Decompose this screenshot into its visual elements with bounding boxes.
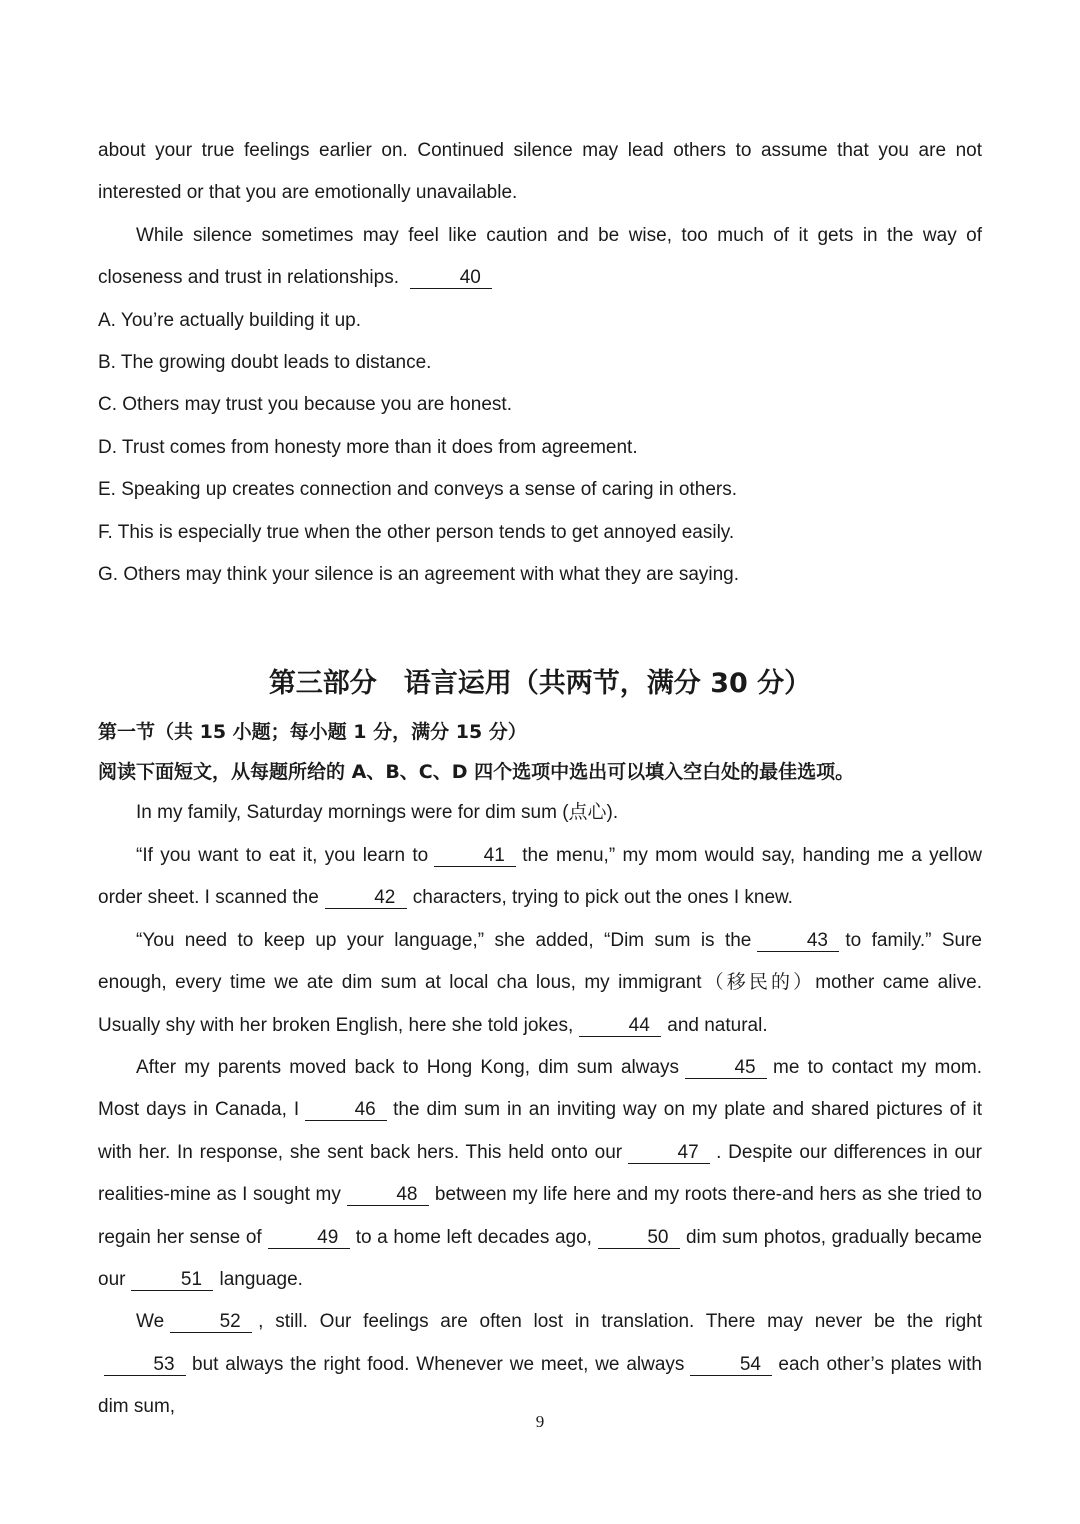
- passage-text: characters, trying to pick out the ones I knew.: [412, 887, 793, 909]
- passage-paragraph-2: [98, 835, 982, 920]
- intro-paragraph-2: [98, 215, 982, 300]
- passage-text: the menu,” my mom would say, handing me a yellow order sheet. I scanned the: [98, 844, 982, 909]
- passage-text: “You need to keep up your language,” she added, “Dim sum is the: [136, 929, 752, 951]
- passage-text: to family.” Sure enough, every time we ate dim sum at local cha lous, my immigrant（移民的）mother came alive. Usually shy with her broken English, here she told jokes,: [98, 929, 983, 1036]
- option-e: E. Speaking up creates connection and conveys a sense of caring in others.: [98, 479, 738, 501]
- passage-text: between my life here and my roots there-and hers as she tried to regain her sense of: [98, 1184, 982, 1248]
- blank-41: 41: [434, 846, 516, 867]
- blank-46: 46: [305, 1100, 387, 1121]
- passage-text: me to contact my mom. Most days in Canada, I: [98, 1056, 982, 1121]
- option-a: A. You’re actually building it up.: [98, 309, 362, 331]
- blank-51: 51: [131, 1270, 213, 1291]
- passage-text: the dim sum in an inviting way on my plate and shared pictures of it with her. In response, she sent back hers. This held onto our: [98, 1099, 982, 1163]
- passage-text: “If you want to eat it, you learn to: [136, 844, 429, 866]
- page-number: 9: [535, 1412, 545, 1431]
- part-title: 第三部分 语言运用（共两节，满分 30 分）: [268, 668, 812, 700]
- intro-paragraph-1: [98, 130, 982, 215]
- passage-text: dim sum photos, gradually became our: [98, 1226, 982, 1290]
- option-c: C. Others may trust you because you are honest.: [98, 394, 512, 416]
- passage-text: In my family, Saturday mornings were for dim sum (点心).: [136, 802, 619, 824]
- passage-paragraph-4: [98, 1047, 982, 1301]
- passage-text: After my parents moved back to Hong Kong, dim sum always: [136, 1056, 680, 1078]
- blank-47: 47: [628, 1143, 710, 1164]
- document-page: [98, 130, 982, 1429]
- blank-48: 48: [347, 1185, 429, 1206]
- option-g: G. Others may think your silence is an agreement with what they are saying.: [98, 564, 740, 586]
- blank-54: 54: [690, 1355, 772, 1376]
- intro-text-1: about your true feelings earlier on. Continued silence may lead others to assume that you are not interested or that you are emotionally unavailable.: [98, 140, 982, 204]
- passage-text: and natural.: [667, 1014, 768, 1036]
- answer-options: [98, 300, 982, 597]
- option-d: D. Trust comes from honesty more than it does from agreement.: [98, 436, 638, 458]
- passage-text: but always the right food. Whenever we meet, we always: [192, 1353, 685, 1375]
- blank-53: 53: [104, 1355, 186, 1376]
- passage-text: language.: [219, 1268, 303, 1290]
- blank-52: 52: [170, 1312, 252, 1333]
- passage-paragraph-1: [98, 792, 982, 834]
- blank-50: 50: [598, 1228, 680, 1249]
- blank-43: 43: [757, 931, 839, 952]
- option-b: B. The growing doubt leads to distance.: [98, 352, 432, 374]
- blank-42: 42: [325, 888, 407, 909]
- passage-text: each other’s plates with dim sum,: [98, 1353, 982, 1418]
- option-f: F. This is especially true when the other person tends to get annoyed easily.: [98, 521, 735, 543]
- blank-45: 45: [685, 1058, 767, 1079]
- blank-40: 40: [410, 268, 492, 289]
- passage-text: to a home left decades ago,: [355, 1226, 592, 1248]
- passage-text: . Despite our differences in our realities-mine as I sought my: [98, 1141, 983, 1206]
- passage-paragraph-3: [98, 920, 982, 1047]
- instruction: 阅读下面短文，从每题所给的 A、B、C、D 四个选项中选出可以填入空白处的最佳选项。: [98, 761, 855, 784]
- blank-44: 44: [579, 1016, 661, 1037]
- section-title: 第一节（共 15 小题；每小题 1 分，满分 15 分）: [98, 721, 527, 744]
- passage-text: , still. Our feelings are often lost in translation. There may never be the right: [258, 1311, 982, 1333]
- blank-49: 49: [268, 1228, 350, 1249]
- passage-text: We: [136, 1311, 165, 1333]
- intro-text-2: While silence sometimes may feel like caution and be wise, too much of it gets in the way of closeness and trust in relationships.: [98, 224, 982, 289]
- passage-paragraph-5: [98, 1301, 982, 1428]
